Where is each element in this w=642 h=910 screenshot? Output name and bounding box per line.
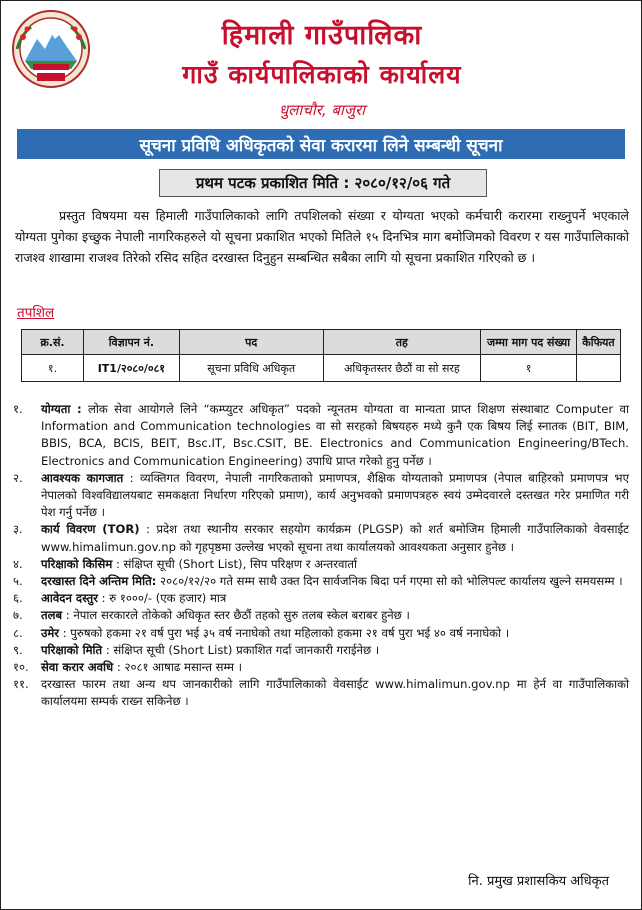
cell-sn: १. <box>22 355 84 382</box>
cell-level: अधिकृतस्तर छैठौं वा सो सरह <box>323 355 481 382</box>
list-item <box>13 642 629 659</box>
conditions-list <box>13 401 629 711</box>
list-item <box>13 573 629 590</box>
intro-paragraph: प्रस्तुत विषयमा यस हिमाली गाउँपालिकाको लागि तपशिलको संख्या र योग्यता भएको कर्मचारी करारमा राख्नुपर्ने भएकाले योग्यता पुगेका इच्छुक नेपाली नागरिकहरुले यो सूचना प्रकाशित भएको मितिले १५ दिनभित्र माग बमोजिमको विवरण र यस गाउँपालिकाको राजश्व शाखामा राजश्व तिरेको रसिद सहित दरखास्त दिनुहुन सम्बन्धित सबैका लागि यो सूचना प्रकाशित गरिएको छ । <box>15 208 629 265</box>
office-location: धुलाचौर, बाजुरा <box>279 101 365 119</box>
item-text: : व्यक्तिगत विवरण, नेपाली नागरिकताको प्रमाणपत्र, शैक्षिक योग्यताको प्रमाणपत्र (नेपाल बाहिरको प्रमाणपत्र भए नेपालको विश्वविद्यालयबाट समकक्षता निर्धारण गरिएको प्रमाण), कार्य अनुभवको प्रमाणपत्रहरु स्वयं उम्मेदवारले दस्तखत गरेर प्रमाणित गरी पेश गर्नु पर्नेछ । <box>41 470 629 520</box>
item-text: : पुरुषको हकमा २१ वर्ष पुरा भई ३५ वर्ष ननाघेको तथा महिलाको हकमा २१ वर्ष पुरा भई ४० वर्ष ननाघेको । <box>59 625 510 640</box>
item-number: ७. <box>13 608 23 623</box>
item-title: तलब <box>41 608 63 623</box>
item-number: ३. <box>13 522 23 537</box>
item-title: आवश्यक कागजात <box>41 470 124 485</box>
item-number: १०. <box>13 660 29 675</box>
list-item <box>13 590 629 607</box>
cell-post: सूचना प्रविधि अधिकृत <box>179 355 323 382</box>
list-item <box>13 607 629 624</box>
cell-remarks <box>576 355 620 382</box>
item-text: २०८०/१२/२० गते सम्म साथै उक्त दिन सार्वजनिक बिदा पर्न गएमा सो को भोलिपल्ट कार्यालय खुल्ने समयसम्म । <box>156 574 623 589</box>
col-header-count: जम्मा माग पद संख्या <box>481 330 577 355</box>
cell-adv-no: IT1/२०८०/०८१ <box>83 355 179 382</box>
item-number: ८. <box>13 625 23 640</box>
item-text: : संक्षिप्त सूची (Short List) प्रकाशित गर्दा जानकारी गराईनेछ । <box>102 642 380 657</box>
item-number: ६. <box>13 591 23 606</box>
office-name: गाउँ कार्यपालिकाको कार्यालय <box>182 60 462 89</box>
publish-date-box <box>159 169 487 197</box>
item-text: : संक्षिप्त सूची (Short List), सिप परिक्षण र अन्तरवार्ता <box>112 556 358 571</box>
item-title: योग्यता : <box>41 402 82 416</box>
item-text: लोक सेवा आयोगले लिने “कम्प्युटर अधिकृत” पदको न्यूनतम योग्यता वा मान्यता प्राप्त शिक्षण संस्थाबाट Computer वा Information and Communication technologies वा सो सरहको बिषयहरु मध्ये कुनै एक बिषय लिई स्नातक (BIT, BIM, BBIS, BCA, BCIS, BEIT, Bsc.IT, Bsc.CSIT, BE. Electronics and Communication Engineering/BTech. Electronics and Communication Engineering) उपाधि प्राप्त गरेको हुनु पर्नेछ । <box>41 402 629 468</box>
list-item <box>13 470 629 522</box>
item-text: : रु १०००/- (एक हजार) मात्र <box>97 591 227 606</box>
item-number: ४. <box>13 556 23 571</box>
item-title: परिक्षाको मिति <box>41 642 103 657</box>
list-item <box>13 556 629 573</box>
item-number: २. <box>13 470 23 485</box>
item-number: ९. <box>13 642 23 657</box>
item-title: उमेर <box>41 625 60 640</box>
list-item <box>13 625 629 642</box>
col-header-adv-no: विज्ञापन नं. <box>83 330 179 355</box>
cell-count: १ <box>481 355 577 382</box>
publish-date-text: प्रथम पटक प्रकाशित मिति : २०८०/१२/०६ गते <box>195 174 451 192</box>
tapsil-heading: तपशिल <box>17 305 55 321</box>
list-item <box>13 521 629 555</box>
list-item <box>13 659 629 676</box>
item-text: दरखास्त फारम तथा अन्य थप जानकारीको लागि गाउँपालिकाको वेवसाईट www.himalimun.gov.np मा हेर्न वा गाउँपालिकाको कार्यालयमा सम्पर्क राख्न सकिनेछ । <box>41 677 629 709</box>
signature-line: नि. प्रमुख प्रशासकिय अधिकृत <box>468 874 609 889</box>
vacancy-table <box>21 329 621 382</box>
notice-title-banner <box>17 129 625 159</box>
item-number: १. <box>13 402 23 416</box>
item-number: ११. <box>13 677 29 692</box>
org-name: हिमाली गाउँपालिका <box>221 20 423 51</box>
item-number: ५. <box>13 574 23 589</box>
list-item <box>13 401 629 470</box>
col-header-post: पद <box>179 330 323 355</box>
item-title: कार्य विवरण (TOR) <box>41 522 140 537</box>
col-header-sn: क्र.सं. <box>22 330 84 355</box>
item-text: : २०८१ आषाढ मसान्त सम्म । <box>113 660 242 675</box>
table-header-row <box>22 330 621 355</box>
item-title: परिक्षाको किसिम <box>41 556 113 571</box>
item-text: : प्रदेश तथा स्थानीय सरकार सहयोग कार्यक्रम (PLGSP) को शर्त बमोजिम हिमाली गाउँपालिकाको वेवसाईट www.himalimun.gov.np को गृहपृष्ठमा उल्लेख भएको सूचना तथा कार्यालयको आवश्यकता अनुसार हुनेछ । <box>41 522 630 554</box>
item-title: आवेदन दस्तुर <box>41 591 98 606</box>
notice-title: सूचना प्रविधि अधिकृतको सेवा करारमा लिने सम्बन्धी सूचना <box>139 135 503 156</box>
col-header-level: तह <box>323 330 481 355</box>
item-title: दरखास्त दिने अन्तिम मिति: <box>41 574 157 589</box>
list-item <box>13 676 629 710</box>
item-title: सेवा करार अवधि <box>41 660 114 675</box>
item-text: : नेपाल सरकारले तोकेको अधिकृत स्तर छैठौं तहको सुरु तलब स्केल बराबर हुनेछ । <box>62 608 410 623</box>
col-header-remarks: कैफियत <box>576 330 620 355</box>
table-row <box>22 355 621 382</box>
